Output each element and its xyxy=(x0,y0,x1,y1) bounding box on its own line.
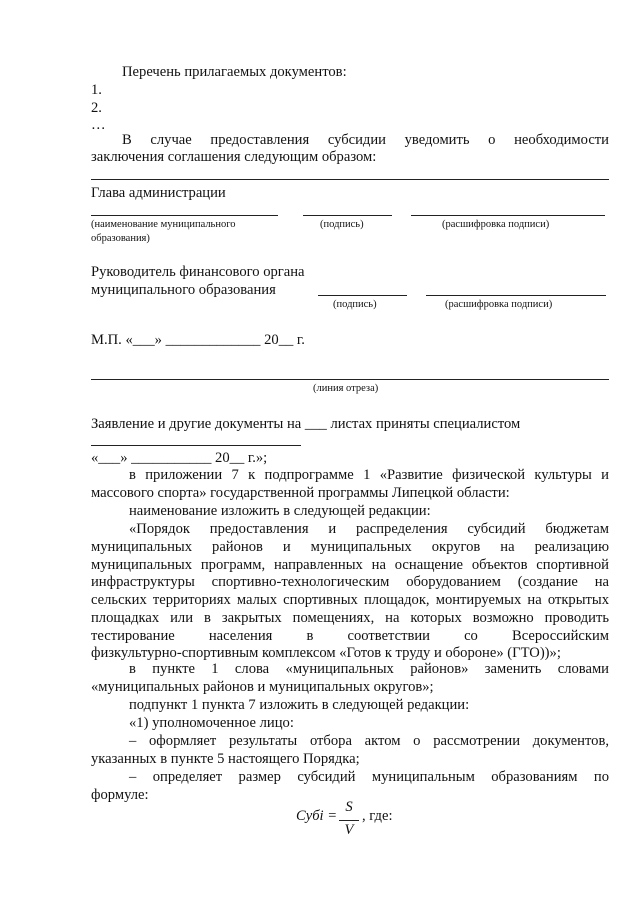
finance-title-2: муниципального образования xyxy=(91,282,276,298)
formula-denominator: V xyxy=(344,822,354,838)
head-title: Глава администрации xyxy=(91,185,226,201)
notice-line-1: В случае предоставления субсидии уведомить о необходимости xyxy=(122,132,609,148)
p3-line-4: инфраструктуры спортивно-технологическим оборудованием (создание на xyxy=(91,574,609,590)
p5: подпункт 1 пункта 7 изложить в следующей редакции: xyxy=(129,697,470,713)
cut-line xyxy=(91,379,609,380)
head-caption-decode: (расшифровка подписи) xyxy=(442,219,550,230)
p3-line-6: площадках или в закрытых помещениях, на которых возможно проводить xyxy=(91,610,609,626)
finance-decode-line xyxy=(426,295,606,296)
cut-line-caption: (линия отреза) xyxy=(313,383,379,394)
head-name-line xyxy=(91,215,278,216)
p3-line-3: муниципальных программ, направленных на оснащение объектов спортивной xyxy=(91,557,609,573)
head-caption-name-2: образования) xyxy=(91,233,150,244)
p1-line-1: в приложении 7 к подпрограмме 1 «Развитие физической культуры и xyxy=(129,467,609,483)
p8-line-1: – определяет размер субсидий муниципальным образованиям по xyxy=(129,769,609,785)
p3-line-5: сельских территориях малых спортивных площадок, монтируемых на открытых xyxy=(91,592,609,608)
divider-line xyxy=(91,179,609,180)
p8-line-2: формуле: xyxy=(91,787,149,803)
received-date: «___» ___________ 20__ г.»; xyxy=(91,450,268,466)
finance-title-1: Руководитель финансового органа xyxy=(91,264,305,280)
p3-line-7: тестирование населения в соответствии со Всероссийским xyxy=(91,628,609,644)
formula-numerator: S xyxy=(345,799,353,815)
stamp-date: М.П. «___» _____________ 20__ г. xyxy=(91,332,305,348)
p2: наименование изложить в следующей редакции: xyxy=(129,503,431,519)
p3-line-2: муниципальных районов и муниципальных округов на реализацию xyxy=(91,539,609,555)
finance-caption-decode: (расшифровка подписи) xyxy=(445,299,553,310)
p7-line-1: – оформляет результаты отбора актом о рассмотрении документов, xyxy=(129,733,609,749)
p4-line-2: «муниципальных районов и муниципальных округов»; xyxy=(91,679,434,695)
p7-line-2: указанных в пункте 5 настоящего Порядка; xyxy=(91,751,360,767)
p1-line-2: массового спорта» государственной программы Липецкой области: xyxy=(91,485,510,501)
p3-line-1: «Порядок предоставления и распределения субсидий бюджетам xyxy=(129,521,609,537)
received-signature-line xyxy=(91,445,301,446)
notice-line-2: заключения соглашения следующим образом: xyxy=(91,149,377,165)
formula-suffix: , где: xyxy=(362,808,393,824)
attachment-item-1: 1. xyxy=(91,82,102,98)
attachment-item-2: 2. xyxy=(91,100,102,116)
head-sign-line xyxy=(303,215,392,216)
head-caption-sign: (подпись) xyxy=(320,219,364,230)
head-decode-line xyxy=(411,215,605,216)
finance-caption-sign: (подпись) xyxy=(333,299,377,310)
attachments-heading: Перечень прилагаемых документов: xyxy=(122,64,347,80)
formula-lhs: Субi = xyxy=(296,808,338,824)
attachment-ellipsis: … xyxy=(91,117,106,133)
p4-line-1: в пункте 1 слова «муниципальных районов» заменить словами xyxy=(129,661,609,677)
head-caption-name-1: (наименование муниципального xyxy=(91,219,236,230)
received-text: Заявление и другие документы на ___ листах приняты специалистом xyxy=(91,416,521,432)
p3-line-8: физкультурно-спортивным комплексом «Готов к труду и обороне» (ГТО))»; xyxy=(91,645,561,661)
finance-sign-line xyxy=(318,295,407,296)
p6: «1) уполномоченное лицо: xyxy=(129,715,294,731)
